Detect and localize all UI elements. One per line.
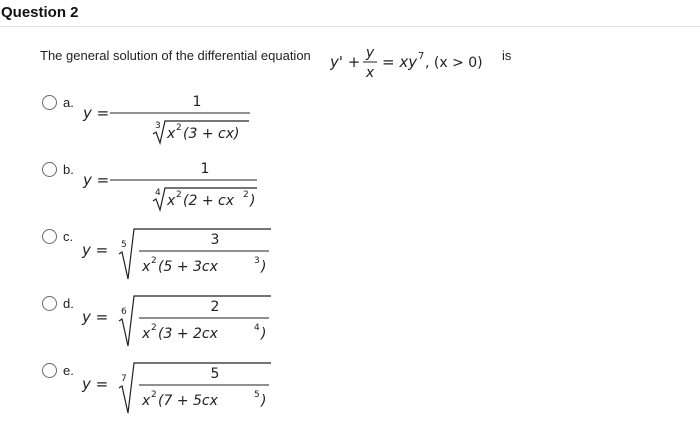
root-index: 4 bbox=[155, 188, 161, 198]
eq-frac-den: x bbox=[365, 65, 375, 81]
eq-rhs-exp: 7 bbox=[418, 51, 425, 62]
den-close: ) bbox=[261, 393, 267, 409]
den-body: (2 + cx bbox=[183, 193, 234, 209]
root-index: 7 bbox=[121, 374, 127, 384]
den-prefix: x bbox=[167, 193, 176, 209]
option-letter: c. bbox=[63, 229, 74, 244]
den-term-exp: 3 bbox=[254, 256, 260, 266]
option-formula bbox=[77, 361, 277, 419]
den-term-exp: 5 bbox=[254, 390, 260, 400]
eq-frac-num: y bbox=[365, 45, 375, 61]
question-text: The general solution of the differential equation bbox=[40, 48, 311, 63]
formula-numerator: 3 bbox=[210, 232, 220, 248]
option-formula bbox=[77, 227, 277, 285]
option-formula bbox=[77, 294, 277, 352]
den-prefix-exp: 2 bbox=[151, 256, 157, 266]
den-close: ) bbox=[261, 259, 267, 275]
radio-button[interactable] bbox=[42, 296, 57, 311]
den-term-exp: 4 bbox=[254, 323, 260, 333]
option-letter: d. bbox=[63, 296, 74, 311]
option-letter: b. bbox=[63, 162, 74, 177]
den-prefix: x bbox=[142, 326, 151, 342]
den-body: (3 + cx) bbox=[183, 126, 240, 142]
radio-button[interactable] bbox=[42, 95, 57, 110]
den-close: ) bbox=[261, 326, 267, 342]
den-prefix: x bbox=[142, 259, 151, 275]
option-c[interactable] bbox=[40, 227, 360, 289]
den-body: (3 + 2cx bbox=[158, 326, 218, 342]
den-prefix: x bbox=[142, 393, 151, 409]
eq-rhs: = xy bbox=[382, 53, 418, 71]
option-formula bbox=[77, 93, 277, 149]
option-letter: e. bbox=[63, 363, 74, 378]
den-prefix-exp: 2 bbox=[151, 323, 157, 333]
root-index: 6 bbox=[121, 307, 127, 317]
den-prefix-exp: 2 bbox=[176, 190, 182, 200]
question-tail: is bbox=[502, 48, 512, 63]
den-body: (7 + 5cx bbox=[158, 393, 218, 409]
question-equation bbox=[330, 42, 500, 82]
formula-numerator: 1 bbox=[200, 161, 210, 177]
den-close: ) bbox=[250, 193, 256, 209]
formula-numerator: 5 bbox=[210, 366, 220, 382]
radio-button[interactable] bbox=[42, 229, 57, 244]
formula-lhs: y = bbox=[82, 375, 109, 393]
question-header bbox=[0, 0, 700, 27]
formula-lhs: y = bbox=[83, 104, 110, 122]
question-title: Question 2 bbox=[1, 4, 79, 21]
formula-lhs: y = bbox=[82, 308, 109, 326]
radio-button[interactable] bbox=[42, 162, 57, 177]
root-index: 3 bbox=[155, 121, 161, 131]
den-body: (5 + 3cx bbox=[158, 259, 218, 275]
den-term-exp: 2 bbox=[243, 190, 249, 200]
root-index: 5 bbox=[121, 240, 127, 250]
eq-lhs: y' + bbox=[330, 53, 361, 71]
radio-button[interactable] bbox=[42, 363, 57, 378]
den-prefix-exp: 2 bbox=[176, 123, 182, 133]
option-formula bbox=[77, 160, 277, 216]
formula-lhs: y = bbox=[83, 171, 110, 189]
option-e[interactable] bbox=[40, 361, 360, 423]
den-prefix: x bbox=[167, 126, 176, 142]
formula-lhs: y = bbox=[82, 241, 109, 259]
question-prompt bbox=[40, 42, 680, 82]
option-letter: a. bbox=[63, 95, 74, 110]
eq-condition: , (x > 0) bbox=[425, 55, 483, 71]
option-a[interactable] bbox=[40, 93, 360, 155]
option-d[interactable] bbox=[40, 294, 360, 356]
option-b[interactable] bbox=[40, 160, 360, 222]
formula-numerator: 1 bbox=[192, 94, 202, 110]
formula-numerator: 2 bbox=[210, 299, 220, 315]
den-prefix-exp: 2 bbox=[151, 390, 157, 400]
